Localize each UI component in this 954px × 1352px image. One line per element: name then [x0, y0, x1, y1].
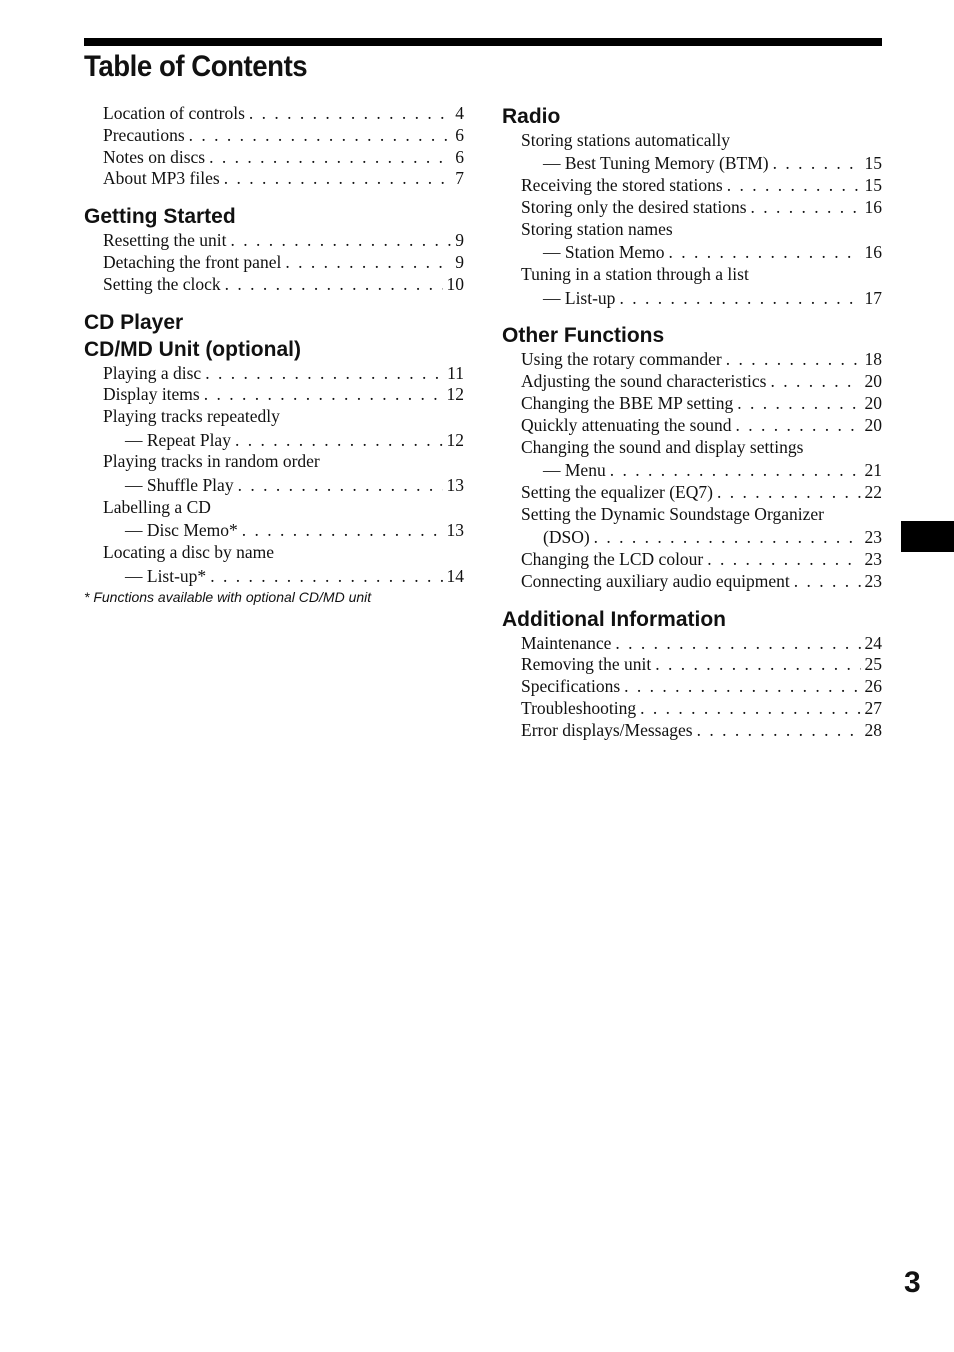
toc-entry-label: Notes on discs: [103, 146, 206, 167]
other-functions-list: [502, 349, 882, 592]
toc-entry-label: Using the rotary commander: [521, 349, 722, 370]
toc-entry-label: Display items: [103, 384, 200, 405]
dot-leader: [636, 698, 860, 720]
additional-information-list: [502, 633, 882, 742]
dot-leader: [200, 384, 443, 406]
dot-leader: [201, 363, 443, 385]
section-heading-other-functions: Other Functions: [502, 324, 665, 348]
toc-entry-label: Setting the equalizer (EQ7): [521, 481, 713, 502]
toc-entry[interactable]: [502, 175, 882, 197]
toc-entry-label: Precautions: [103, 124, 185, 145]
dot-leader: [651, 654, 860, 676]
toc-entry[interactable]: [502, 264, 882, 309]
dot-leader: [231, 430, 443, 452]
toc-entry-label: Setting the clock: [103, 273, 221, 294]
toc-entry-sublabel: — Station Memo: [543, 242, 665, 263]
toc-entry-label: Changing the sound and display settings: [521, 436, 804, 457]
toc-entry-page: 27: [864, 697, 882, 718]
toc-entry-page: 6: [455, 124, 464, 145]
dot-leader: [611, 633, 860, 655]
toc-entry[interactable]: [84, 542, 464, 587]
dot-leader: [185, 125, 452, 147]
toc-entry-page: 14: [446, 565, 464, 586]
dot-leader: [620, 676, 860, 698]
toc-entry-label: Resetting the unit: [103, 230, 227, 251]
toc-entry-page: 9: [455, 230, 464, 251]
dot-leader: [766, 371, 860, 393]
toc-right-column: [502, 103, 882, 742]
dot-leader: [665, 242, 861, 264]
toc-entry[interactable]: [84, 274, 464, 296]
toc-entry-page: 12: [446, 384, 464, 405]
toc-entry-label: Maintenance: [521, 632, 612, 653]
toc-entry[interactable]: [502, 676, 882, 698]
toc-entry[interactable]: [502, 197, 882, 219]
toc-entry-page: 4: [455, 103, 464, 123]
toc-entry-page: 12: [446, 429, 464, 450]
toc-entry[interactable]: [502, 698, 882, 720]
toc-entry-page: 23: [864, 527, 882, 548]
dot-leader: [606, 460, 861, 482]
toc-entry-sublabel: — Best Tuning Memory (BTM): [543, 153, 769, 174]
toc-entry-label: Labelling a CD: [103, 496, 211, 517]
toc-entry[interactable]: [502, 393, 882, 415]
toc-entry-label: Locating a disc by name: [103, 542, 275, 563]
dot-leader: [281, 252, 451, 274]
toc-entry-page: 18: [864, 349, 882, 370]
dot-leader: [747, 197, 861, 219]
toc-entry-page: 11: [447, 362, 464, 383]
toc-entry-page: 20: [864, 371, 882, 392]
toc-entry-label: Quickly attenuating the sound: [521, 414, 732, 435]
toc-entry-page: 6: [455, 146, 464, 167]
toc-entry-page: 16: [864, 242, 882, 263]
toc-entry-page: 13: [446, 474, 464, 495]
dot-leader: [590, 527, 861, 549]
dot-leader: [221, 274, 443, 296]
toc-entry-label: Troubleshooting: [521, 697, 637, 718]
dot-leader: [703, 549, 860, 571]
toc-entry-label: Receiving the stored stations: [521, 175, 723, 196]
dot-leader: [733, 393, 860, 415]
section-heading-radio: Radio: [502, 105, 561, 128]
intro-list: [84, 103, 464, 190]
radio-list: [502, 130, 882, 309]
toc-entry[interactable]: [84, 168, 464, 190]
dot-leader: [731, 415, 860, 437]
dot-leader: [238, 520, 443, 542]
toc-entry-page: 20: [864, 414, 882, 435]
toc-entry-label: Storing only the desired stations: [521, 197, 747, 218]
toc-entry-label: Setting the Dynamic Soundstage Organizer: [521, 503, 824, 524]
toc-entry-page: 15: [864, 175, 882, 196]
dot-leader: [615, 288, 860, 310]
toc-entry-label: Adjusting the sound characteristics: [521, 371, 767, 392]
toc-entry-label: Removing the unit: [521, 654, 652, 675]
dot-leader: [220, 168, 452, 190]
cd-player-list: [84, 363, 464, 588]
toc-entry-sublabel: — Disc Memo*: [125, 520, 238, 541]
dot-leader: [234, 475, 443, 497]
section-heading-getting-started: Getting Started: [84, 205, 236, 229]
toc-entry-page: 17: [864, 287, 882, 308]
header-rule: [84, 38, 882, 46]
dot-leader: [790, 571, 861, 593]
toc-entry[interactable]: [84, 230, 464, 252]
toc-entry-page: 23: [864, 570, 882, 591]
toc-entry-sublabel: — List-up*: [125, 565, 207, 586]
toc-entry-page: 15: [864, 153, 882, 174]
toc-entry-page: 9: [455, 251, 464, 272]
toc-entry-label: Playing tracks in random order: [103, 451, 320, 472]
toc-entry-page: 16: [864, 197, 882, 218]
toc-entry[interactable]: [502, 349, 882, 371]
toc-left-column: [84, 103, 464, 606]
toc-entry-label: Tuning in a station through a list: [521, 264, 749, 285]
toc-entry[interactable]: [84, 363, 464, 385]
toc-entry[interactable]: [502, 219, 882, 264]
section-heading-additional-information: Additional Information: [502, 607, 726, 631]
toc-entry[interactable]: [84, 125, 464, 147]
footnote: * Functions available with optional CD/MD unit: [84, 589, 372, 606]
dot-leader: [226, 230, 451, 252]
toc-entry-sublabel: — Menu: [543, 460, 606, 481]
toc-entry[interactable]: [502, 130, 882, 175]
toc-entry[interactable]: [502, 654, 882, 676]
toc-entry-label: Detaching the front panel: [103, 251, 282, 272]
toc-entry[interactable]: [502, 720, 882, 742]
toc-entry[interactable]: [84, 384, 464, 406]
toc-entry-page: 26: [864, 676, 882, 697]
toc-entry[interactable]: [84, 406, 464, 451]
getting-started-list: [84, 230, 464, 295]
toc-entry-page: 10: [446, 273, 464, 294]
toc-entry[interactable]: [502, 549, 882, 571]
toc-entry-label: Playing tracks repeatedly: [103, 406, 280, 427]
toc-entry-page: 21: [864, 460, 882, 481]
toc-entry-label: Storing station names: [521, 218, 673, 239]
toc-entry[interactable]: [502, 437, 882, 482]
toc-entry[interactable]: [502, 371, 882, 393]
toc-entry-sublabel: — Shuffle Play: [125, 474, 234, 495]
toc-entry[interactable]: [502, 633, 882, 655]
toc-entry-page: 7: [455, 168, 464, 189]
section-heading-cd-player: CD Player: [84, 310, 184, 334]
toc-entry-label: Location of controls: [103, 103, 245, 123]
toc-entry-page: 20: [864, 393, 882, 414]
dot-leader: [245, 103, 451, 125]
dot-leader: [205, 147, 451, 169]
toc-entry-page: 13: [446, 520, 464, 541]
toc-entry[interactable]: [502, 415, 882, 437]
toc-entry[interactable]: [84, 252, 464, 274]
toc-entry-sublabel: — Repeat Play: [125, 429, 231, 450]
toc-entry-page: 25: [864, 654, 882, 675]
toc-entry-label: Error displays/Messages: [521, 719, 693, 740]
toc-entry-label: Changing the LCD colour: [521, 548, 704, 569]
toc-entry[interactable]: [84, 103, 464, 125]
section-tab-marker: [901, 521, 954, 552]
toc-entry-label: Specifications: [521, 676, 621, 697]
toc-entry-label: Changing the BBE MP setting: [521, 393, 734, 414]
dot-leader: [722, 349, 861, 371]
toc-entry[interactable]: [84, 497, 464, 542]
dot-leader: [693, 720, 861, 742]
toc-entry-label: Storing stations automatically: [521, 130, 731, 150]
section-heading-cd-md-unit: CD/MD Unit (optional): [84, 337, 301, 361]
toc-entry-label: About MP3 files: [103, 168, 220, 189]
page-number: 3: [904, 1266, 921, 1299]
toc-entry-label: Playing a disc: [103, 362, 202, 383]
dot-leader: [769, 153, 861, 175]
toc-entry[interactable]: [84, 147, 464, 169]
toc-entry-page: 23: [864, 548, 882, 569]
toc-entry[interactable]: [502, 504, 882, 549]
page-title: Table of Contents: [84, 50, 308, 83]
dot-leader: [713, 482, 861, 504]
toc-entry-page: 28: [864, 719, 882, 740]
toc-entry-sublabel: — List-up: [543, 287, 616, 308]
toc-entry[interactable]: [502, 482, 882, 504]
dot-leader: [206, 566, 442, 588]
toc-entry[interactable]: [502, 571, 882, 593]
toc-entry-sublabel: (DSO): [543, 527, 590, 548]
toc-entry-label: Connecting auxiliary audio equipment: [521, 570, 790, 591]
toc-entry-page: 22: [864, 481, 882, 502]
toc-entry-page: 24: [864, 632, 882, 653]
dot-leader: [723, 175, 861, 197]
toc-entry[interactable]: [84, 451, 464, 496]
